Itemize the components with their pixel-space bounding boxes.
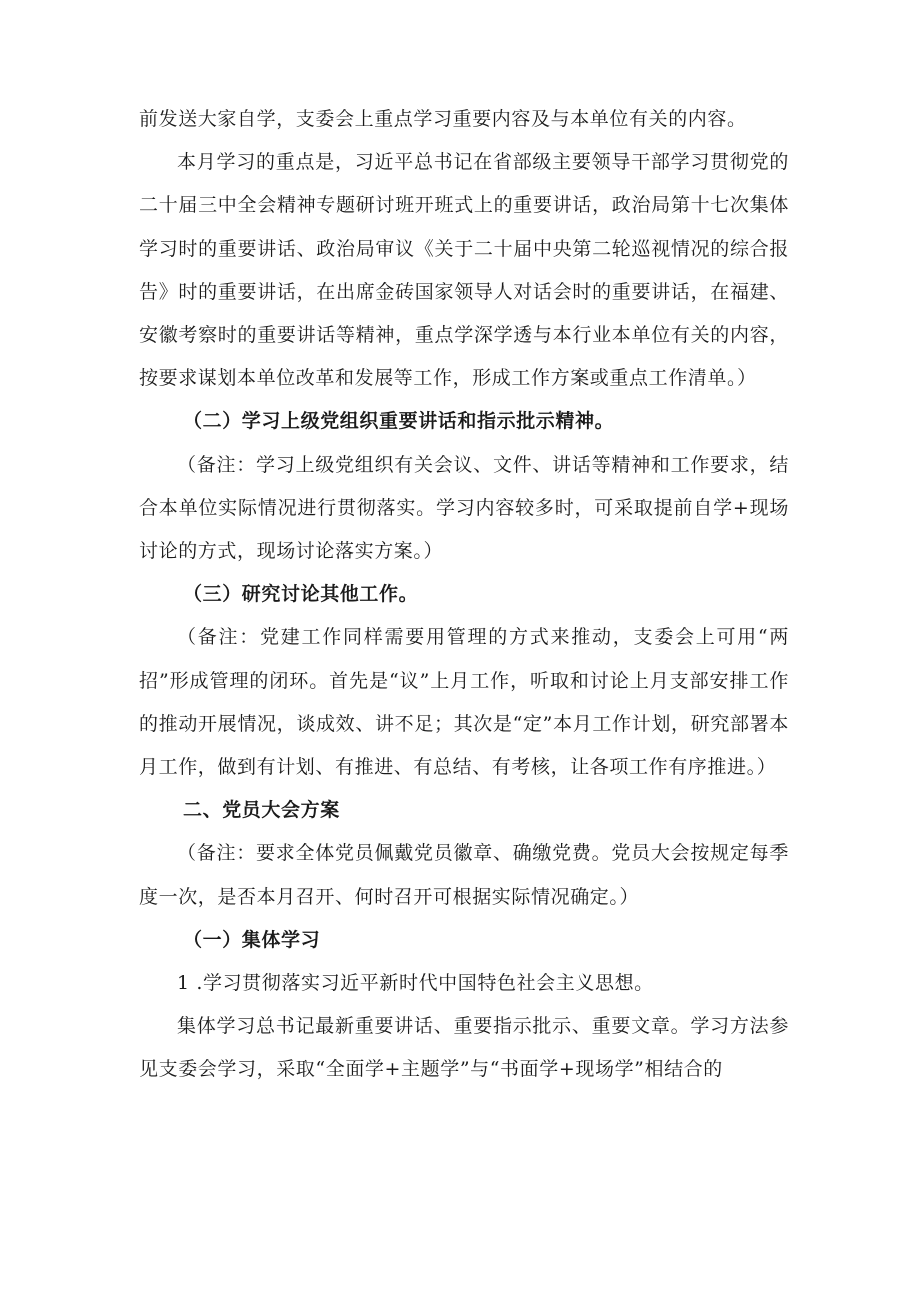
paragraph: （备注：党建工作同样需要用管理的方式来推动，支委会上可用“两招”形成管理的闭环。首先是“议”上月工作，听取和讨论上月支部安排工作的推动开展情况，谈成效、讲不足；其次是“定”本月工作计划，研究部署本月工作，做到有计划、有推进、有总结、有考核，让各项工作有序推进。）: [139, 626, 789, 779]
section-heading: （二）学习上级党组织重要讲话和指示批示精神。: [183, 410, 615, 433]
paragraph: 本月学习的重点是，习近平总书记在省部级主要领导干部学习贯彻党的二十届三中全会精神专题研讨班开班式上的重要讲话，政治局第十七次集体学习时的重要讲话、政治局审议《关于二十届中央第二轮巡视情况的综合报告》时的重要讲话，在出席金砖国家领导人对话会时的重要讲话，在福建、安徽考察时的重要讲话等精神，重点学深学透与本行业本单位有关的内容，按要求谋划本单位改革和发展等工作，形成工作方案或重点工作清单。）: [139, 151, 789, 390]
paragraph: （备注：要求全体党员佩戴党员徽章、确缴党费。党员大会按规定每季度一次，是否本月召开、何时召开可根据实际情况确定。）: [139, 842, 789, 908]
document-page: [139, 98, 789, 1092]
list-item: 1 .学习贯彻落实习近平新时代中国特色社会主义思想。: [177, 972, 654, 995]
paragraph: 集体学习总书记最新重要讲话、重要指示批示、重要文章。学习方法参见支委会学习，采取“全面学+主题学”与“书面学+现场学”相结合的: [139, 1015, 789, 1081]
paragraph: （备注：学习上级党组织有关会议、文件、讲话等精神和工作要求，结合本单位实际情况进行贯彻落实。学习内容较多时，可采取提前自学+现场讨论的方式，现场讨论落实方案。）: [139, 453, 789, 563]
section-heading: （一）集体学习: [183, 928, 321, 951]
section-heading: 二、党员大会方案: [183, 799, 340, 822]
paragraph: 前发送大家自学，支委会上重点学习重要内容及与本单位有关的内容。: [139, 108, 747, 130]
section-heading: （三）研究讨论其他工作。: [183, 583, 419, 606]
